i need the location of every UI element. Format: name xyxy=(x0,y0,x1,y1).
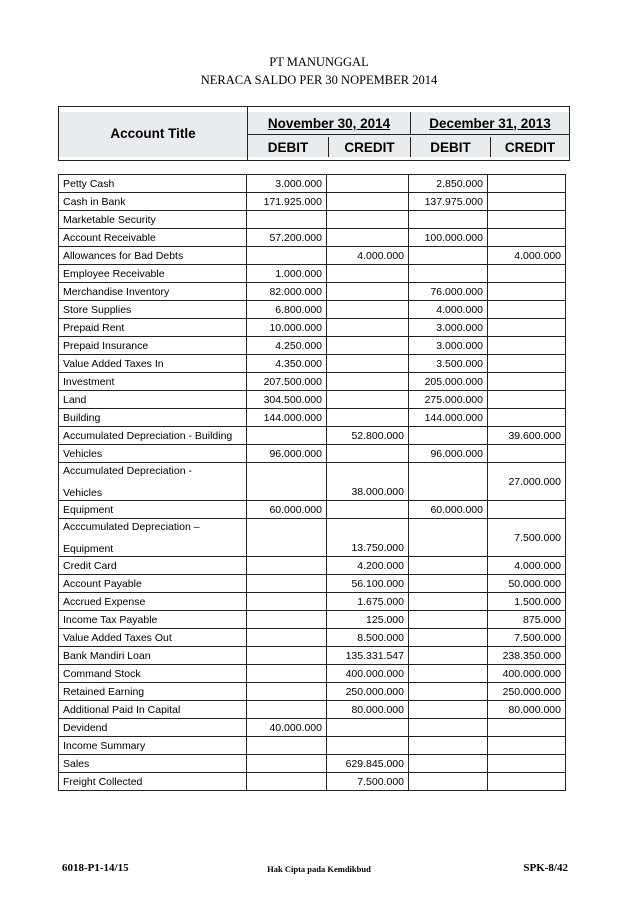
credit-dec-cell xyxy=(488,409,566,427)
debit-dec-cell xyxy=(409,665,488,683)
debit-nov-cell: 1.000.000 xyxy=(247,265,327,283)
debit-dec-cell xyxy=(409,519,488,557)
credit-dec-cell xyxy=(488,175,566,193)
credit-nov-cell: 7.500.000 xyxy=(327,773,409,791)
debit-header-1: DEBIT xyxy=(248,137,329,157)
account-name: Value Added Taxes In xyxy=(59,355,247,373)
account-name: Vehicles xyxy=(59,445,247,463)
credit-nov-cell xyxy=(327,445,409,463)
account-name: Freight Collected xyxy=(59,773,247,791)
table-row xyxy=(59,373,566,391)
debit-nov-cell: 96.000.000 xyxy=(247,445,327,463)
credit-dec-cell: 1.500.000 xyxy=(488,593,566,611)
account-name xyxy=(59,463,247,501)
table-row xyxy=(59,593,566,611)
credit-nov-cell xyxy=(327,409,409,427)
debit-dec-cell xyxy=(409,427,488,445)
account-name: Petty Cash xyxy=(59,175,247,193)
debit-dec-cell: 137.975.000 xyxy=(409,193,488,211)
table-row xyxy=(59,427,566,445)
debit-nov-cell xyxy=(247,611,327,629)
account-name: Account Receivable xyxy=(59,229,247,247)
credit-nov-cell xyxy=(327,283,409,301)
credit-dec-cell xyxy=(488,737,566,755)
credit-nov-cell: 400.000.000 xyxy=(327,665,409,683)
table-row xyxy=(59,247,566,265)
credit-dec-cell xyxy=(488,391,566,409)
debit-dec-cell xyxy=(409,265,488,283)
credit-dec-cell xyxy=(488,445,566,463)
table-row xyxy=(59,773,566,791)
debit-nov-cell xyxy=(247,683,327,701)
table-row xyxy=(59,337,566,355)
credit-nov-cell xyxy=(327,373,409,391)
debit-dec-cell: 144.000.000 xyxy=(409,409,488,427)
debit-nov-cell xyxy=(247,247,327,265)
debit-nov-cell xyxy=(247,665,327,683)
credit-dec-cell: 4.000.000 xyxy=(488,557,566,575)
credit-nov-cell xyxy=(327,737,409,755)
debit-dec-cell xyxy=(409,575,488,593)
account-name: Prepaid Rent xyxy=(59,319,247,337)
debit-nov-cell: 144.000.000 xyxy=(247,409,327,427)
table-row xyxy=(59,647,566,665)
account-name-line1: Accumulated Depreciation - xyxy=(63,465,192,477)
period-november-header: November 30, 2014 xyxy=(248,112,411,134)
account-name: Cash in Bank xyxy=(59,193,247,211)
credit-dec-cell: 7.500.000 xyxy=(488,519,566,557)
credit-nov-cell xyxy=(327,175,409,193)
debit-dec-cell: 3.500.000 xyxy=(409,355,488,373)
account-name-line2: Equipment xyxy=(63,543,114,555)
debit-nov-cell xyxy=(247,647,327,665)
table-row xyxy=(59,301,566,319)
debit-nov-cell xyxy=(247,701,327,719)
credit-nov-cell xyxy=(327,301,409,319)
debit-dec-cell xyxy=(409,247,488,265)
account-name: Command Stock xyxy=(59,665,247,683)
table-row xyxy=(59,355,566,373)
debit-dec-cell: 96.000.000 xyxy=(409,445,488,463)
debit-dec-cell xyxy=(409,701,488,719)
account-name: Value Added Taxes Out xyxy=(59,629,247,647)
account-name: Investment xyxy=(59,373,247,391)
debit-nov-cell: 3.000.000 xyxy=(247,175,327,193)
account-name-line1: Acccumulated Depreciation – xyxy=(63,521,200,533)
credit-dec-cell: 875.000 xyxy=(488,611,566,629)
debit-nov-cell: 57.200.000 xyxy=(247,229,327,247)
credit-dec-cell xyxy=(488,719,566,737)
table-row xyxy=(59,501,566,519)
account-name: Prepaid Insurance xyxy=(59,337,247,355)
account-name: Account Payable xyxy=(59,575,247,593)
debit-nov-cell: 10.000.000 xyxy=(247,319,327,337)
credit-nov-cell xyxy=(327,211,409,229)
credit-nov-cell xyxy=(327,719,409,737)
credit-nov-cell xyxy=(327,319,409,337)
table-row xyxy=(59,575,566,593)
account-name: Store Supplies xyxy=(59,301,247,319)
table-row xyxy=(59,719,566,737)
page-number: SPK-8/42 xyxy=(523,862,568,874)
debit-dec-cell xyxy=(409,737,488,755)
debit-nov-cell: 4.350.000 xyxy=(247,355,327,373)
credit-nov-cell: 13.750.000 xyxy=(327,519,409,557)
credit-header-1: CREDIT xyxy=(329,137,411,157)
credit-nov-cell xyxy=(327,265,409,283)
credit-dec-cell xyxy=(488,211,566,229)
account-name-line2: Vehicles xyxy=(63,487,103,499)
account-name xyxy=(59,519,247,557)
debit-nov-cell xyxy=(247,211,327,229)
credit-dec-cell xyxy=(488,337,566,355)
account-name: Sales xyxy=(59,755,247,773)
table-row xyxy=(59,229,566,247)
header-divider xyxy=(248,134,570,135)
debit-dec-cell xyxy=(409,611,488,629)
table-row xyxy=(59,683,566,701)
account-name: Allowances for Bad Debts xyxy=(59,247,247,265)
debit-header-2: DEBIT xyxy=(411,137,491,157)
credit-nov-cell xyxy=(327,229,409,247)
debit-nov-cell: 82.000.000 xyxy=(247,283,327,301)
credit-dec-cell xyxy=(488,193,566,211)
table-row xyxy=(59,445,566,463)
period-december-header: December 31, 2013 xyxy=(429,115,551,131)
debit-nov-cell: 60.000.000 xyxy=(247,501,327,519)
table-row xyxy=(59,283,566,301)
debit-dec-cell xyxy=(409,719,488,737)
credit-nov-cell: 629.845.000 xyxy=(327,755,409,773)
debit-nov-cell xyxy=(247,755,327,773)
debit-nov-cell: 40.000.000 xyxy=(247,719,327,737)
account-title-header: Account Title xyxy=(59,107,248,160)
account-name: Retained Earning xyxy=(59,683,247,701)
account-name: Accumulated Depreciation - Building xyxy=(59,427,247,445)
debit-dec-cell xyxy=(409,463,488,501)
account-name: Income Tax Payable xyxy=(59,611,247,629)
credit-dec-cell: 50.000.000 xyxy=(488,575,566,593)
credit-dec-cell: 27.000.000 xyxy=(488,463,566,501)
debit-dec-cell: 60.000.000 xyxy=(409,501,488,519)
credit-nov-cell: 4.200.000 xyxy=(327,557,409,575)
debit-dec-cell xyxy=(409,593,488,611)
credit-nov-cell: 250.000.000 xyxy=(327,683,409,701)
debit-nov-cell: 304.500.000 xyxy=(247,391,327,409)
credit-nov-cell: 125.000 xyxy=(327,611,409,629)
account-name: Merchandise Inventory xyxy=(59,283,247,301)
account-name: Devidend xyxy=(59,719,247,737)
account-name: Income Summary xyxy=(59,737,247,755)
debit-nov-cell xyxy=(247,773,327,791)
debit-dec-cell xyxy=(409,773,488,791)
debit-nov-cell: 171.925.000 xyxy=(247,193,327,211)
table-header xyxy=(58,106,570,161)
debit-dec-cell xyxy=(409,557,488,575)
debit-dec-cell: 3.000.000 xyxy=(409,337,488,355)
table-row xyxy=(59,629,566,647)
table-row xyxy=(59,175,566,193)
credit-nov-cell xyxy=(327,355,409,373)
document-title: NERACA SALDO PER 30 NOPEMBER 2014 xyxy=(200,73,438,87)
table-row xyxy=(59,737,566,755)
credit-nov-cell xyxy=(327,501,409,519)
table-row xyxy=(59,319,566,337)
credit-dec-cell xyxy=(488,373,566,391)
credit-dec-cell xyxy=(488,755,566,773)
credit-nov-cell: 4.000.000 xyxy=(327,247,409,265)
debit-dec-cell xyxy=(409,211,488,229)
credit-dec-cell: 7.500.000 xyxy=(488,629,566,647)
debit-dec-cell: 275.000.000 xyxy=(409,391,488,409)
debit-nov-cell xyxy=(247,575,327,593)
debit-nov-cell xyxy=(247,427,327,445)
credit-dec-cell xyxy=(488,229,566,247)
credit-nov-cell: 38.000.000 xyxy=(327,463,409,501)
debit-dec-cell xyxy=(409,629,488,647)
debit-nov-cell: 207.500.000 xyxy=(247,373,327,391)
debit-nov-cell xyxy=(247,629,327,647)
credit-nov-cell: 80.000.000 xyxy=(327,701,409,719)
trial-balance-table xyxy=(58,174,566,791)
account-name: Marketable Security xyxy=(59,211,247,229)
debit-dec-cell: 205.000.000 xyxy=(409,373,488,391)
table-row xyxy=(59,211,566,229)
credit-dec-cell xyxy=(488,773,566,791)
copyright-note: Hak Cipta pada Kemdikbud xyxy=(267,864,371,874)
table-row xyxy=(59,409,566,427)
credit-dec-cell xyxy=(488,265,566,283)
credit-dec-cell xyxy=(488,501,566,519)
credit-nov-cell: 52.800.000 xyxy=(327,427,409,445)
debit-dec-cell xyxy=(409,755,488,773)
table-row xyxy=(59,701,566,719)
credit-dec-cell: 4.000.000 xyxy=(488,247,566,265)
credit-dec-cell: 250.000.000 xyxy=(488,683,566,701)
account-name: Land xyxy=(59,391,247,409)
debit-nov-cell xyxy=(247,519,327,557)
credit-nov-cell xyxy=(327,193,409,211)
account-name: Employee Receivable xyxy=(59,265,247,283)
account-name: Building xyxy=(59,409,247,427)
account-name: Credit Card xyxy=(59,557,247,575)
table-row xyxy=(59,193,566,211)
table-row xyxy=(59,665,566,683)
table-row xyxy=(59,755,566,773)
table-row xyxy=(59,557,566,575)
credit-nov-cell: 8.500.000 xyxy=(327,629,409,647)
credit-dec-cell: 400.000.000 xyxy=(488,665,566,683)
credit-nov-cell: 56.100.000 xyxy=(327,575,409,593)
company-name: PT MANUNGGAL xyxy=(269,55,369,69)
debit-nov-cell xyxy=(247,593,327,611)
account-name: Additional Paid In Capital xyxy=(59,701,247,719)
credit-nov-cell xyxy=(327,337,409,355)
debit-dec-cell xyxy=(409,683,488,701)
debit-nov-cell: 6.800.000 xyxy=(247,301,327,319)
table-row xyxy=(59,519,566,557)
debit-nov-cell: 4.250.000 xyxy=(247,337,327,355)
credit-nov-cell: 135.331.547 xyxy=(327,647,409,665)
debit-dec-cell: 4.000.000 xyxy=(409,301,488,319)
table-row xyxy=(59,463,566,501)
credit-dec-cell: 39.600.000 xyxy=(488,427,566,445)
table-row xyxy=(59,265,566,283)
credit-nov-cell: 1.675.000 xyxy=(327,593,409,611)
debit-dec-cell xyxy=(409,647,488,665)
credit-dec-cell xyxy=(488,319,566,337)
credit-dec-cell: 238.350.000 xyxy=(488,647,566,665)
account-name: Equipment xyxy=(59,501,247,519)
account-name: Bank Mandiri Loan xyxy=(59,647,247,665)
debit-dec-cell: 76.000.000 xyxy=(409,283,488,301)
credit-dec-cell xyxy=(488,301,566,319)
debit-nov-cell xyxy=(247,463,327,501)
debit-nov-cell xyxy=(247,557,327,575)
table-row xyxy=(59,391,566,409)
debit-dec-cell: 3.000.000 xyxy=(409,319,488,337)
credit-header-2: CREDIT xyxy=(504,139,556,155)
table-row xyxy=(59,611,566,629)
debit-dec-cell: 2.850.000 xyxy=(409,175,488,193)
credit-nov-cell xyxy=(327,391,409,409)
document-code: 6018-P1-14/15 xyxy=(62,862,129,874)
debit-nov-cell xyxy=(247,737,327,755)
account-name: Accrued Expense xyxy=(59,593,247,611)
credit-dec-cell xyxy=(488,283,566,301)
debit-dec-cell: 100.000.000 xyxy=(409,229,488,247)
credit-dec-cell xyxy=(488,355,566,373)
credit-dec-cell: 80.000.000 xyxy=(488,701,566,719)
